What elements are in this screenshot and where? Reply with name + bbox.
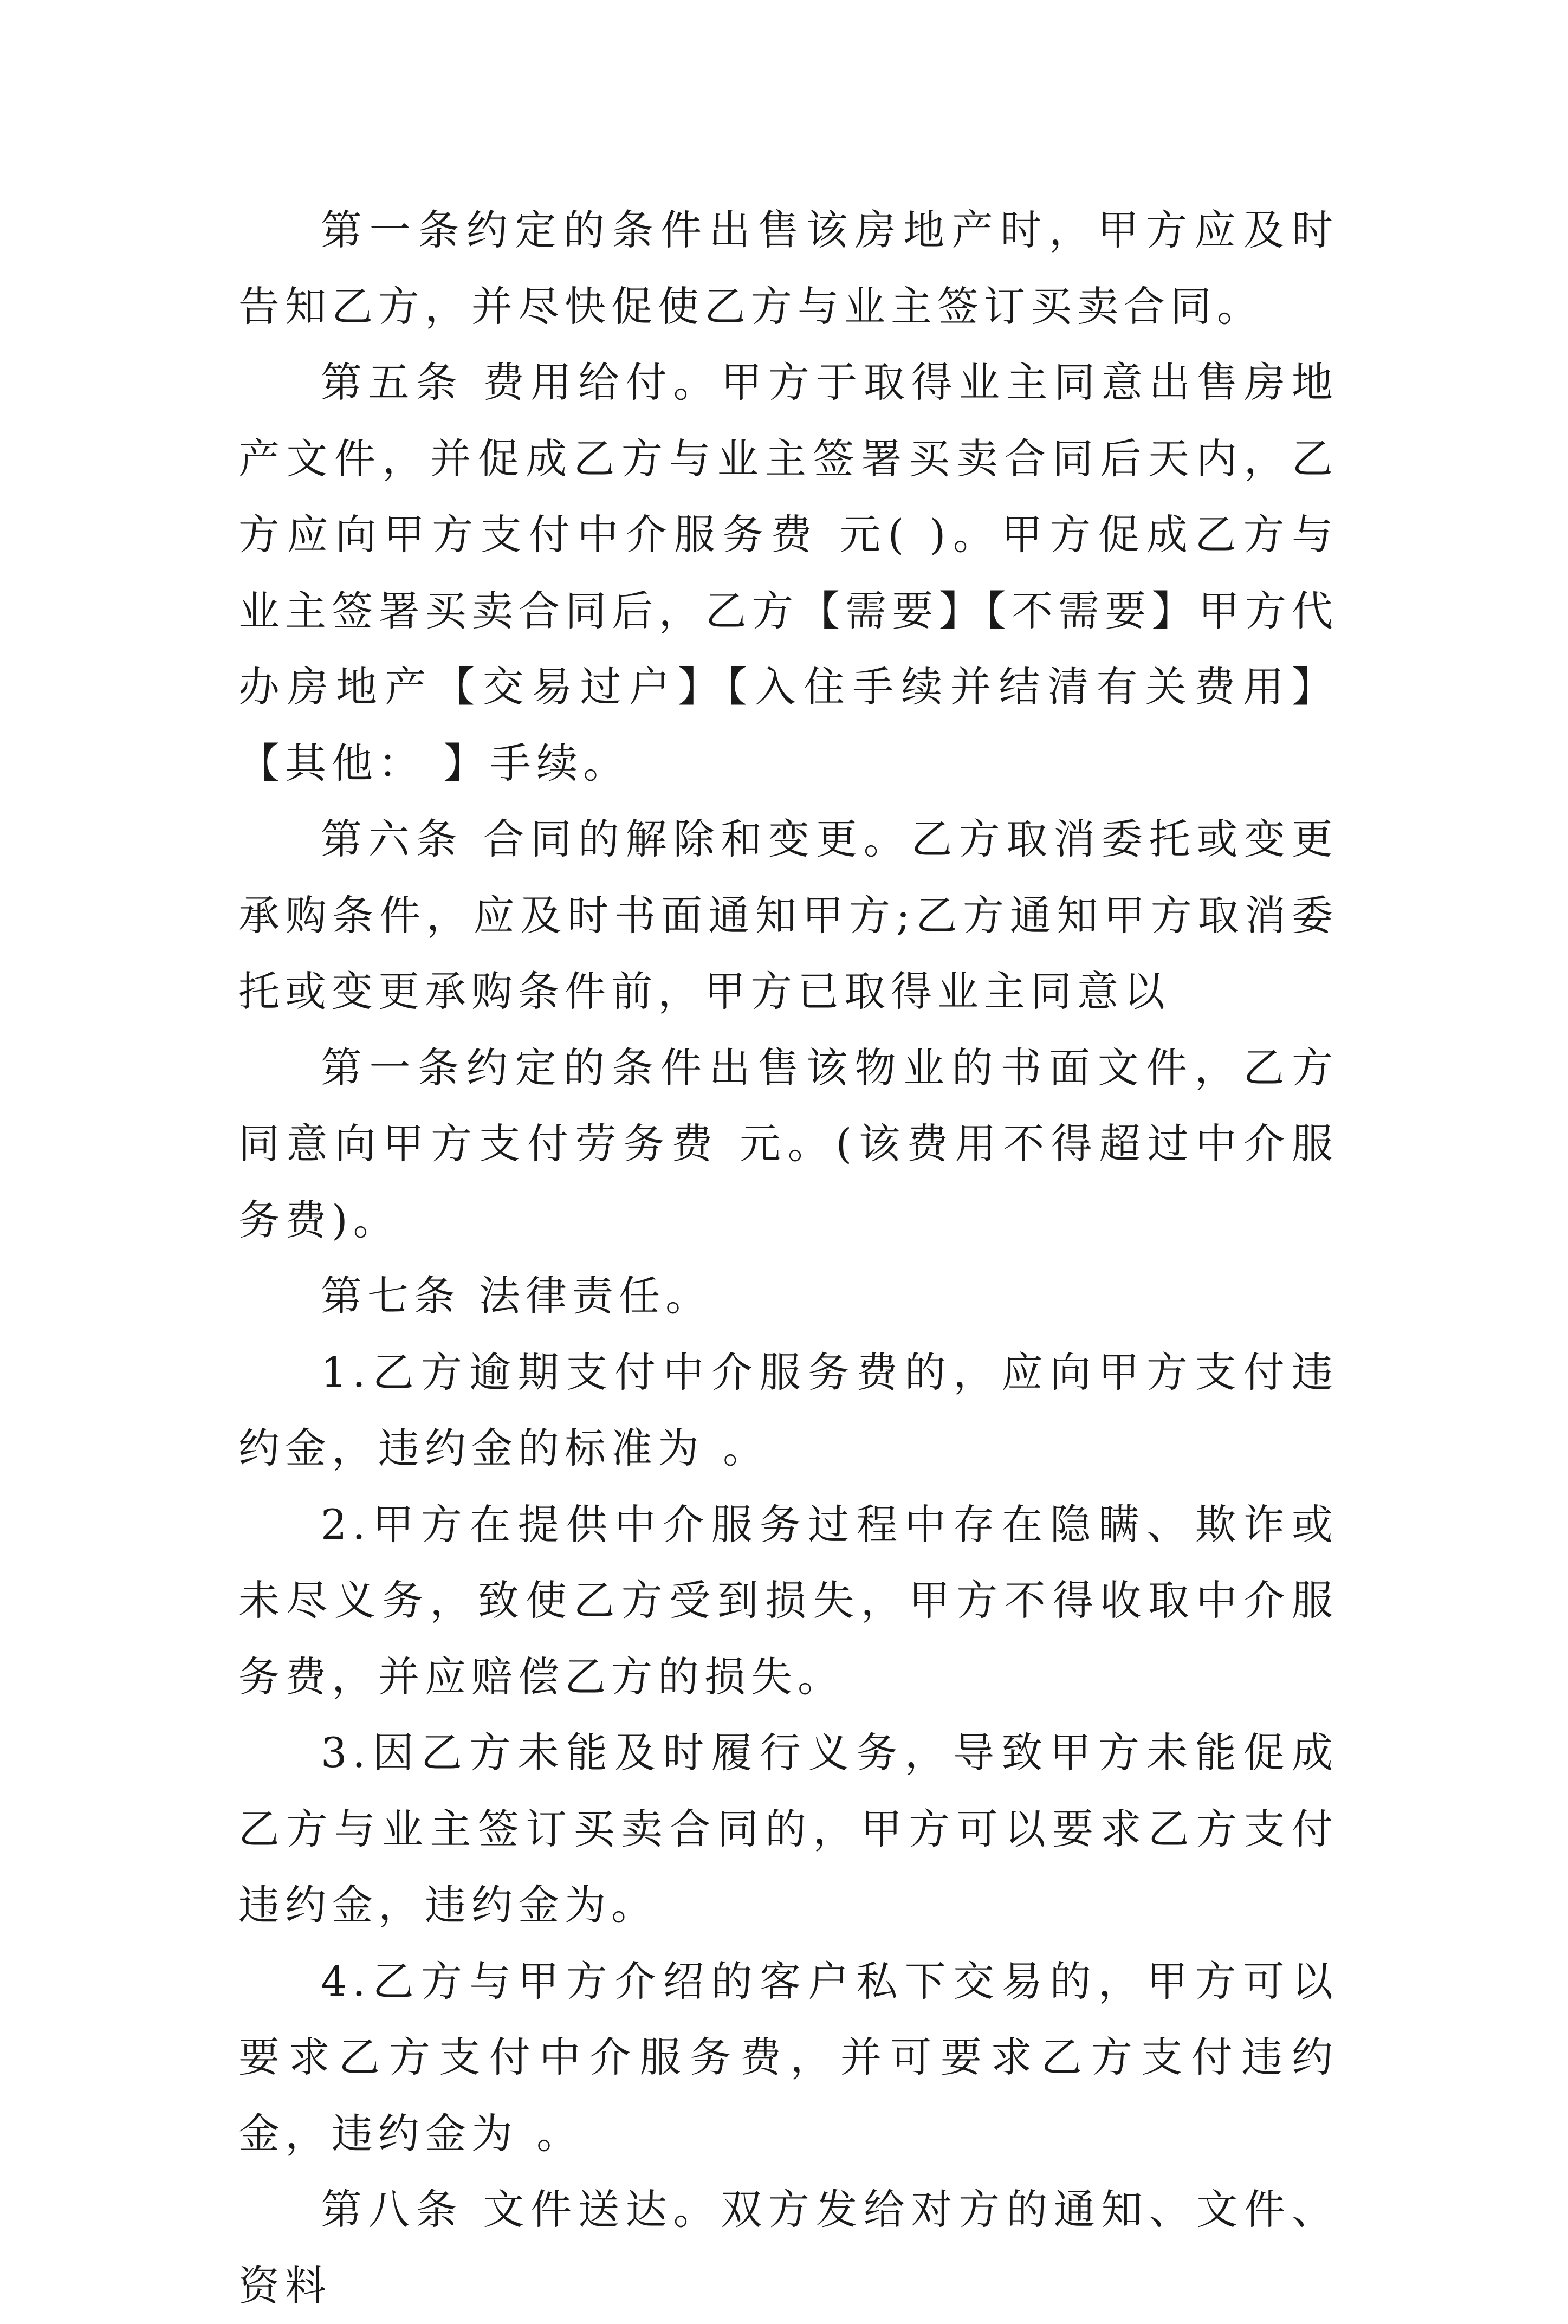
paragraph-article-7-item-1: 1.乙方逾期支付中介服务费的，应向甲方支付违约金，违约金的标准为 。	[238, 1348, 1338, 1472]
paragraph-article-7-item-2: 2.甲方在提供中介服务过程中存在隐瞒、欺诈或未尽义务，致使乙方受到损失，甲方不得收取中介服务费，并应赔偿乙方的损失。	[238, 1500, 1338, 1701]
paragraph-article-8-delivery: 第八条 文件送达。双方发给对方的通知、文件、资料	[238, 2185, 1338, 2310]
paragraph-article-1-continued: 第一条约定的条件出售该房地产时，甲方应及时告知乙方，并尽快促使乙方与业主签订买卖合同。	[238, 206, 1338, 331]
paragraph-article-6-termination: 第六条 合同的解除和变更。乙方取消委托或变更承购条件，应及时书面通知甲方;乙方通知甲方取消委托或变更承购条件前，甲方已取得业主同意以	[238, 815, 1338, 1015]
document-body	[238, 192, 1338, 2324]
paragraph-article-5-fees: 第五条 费用给付。甲方于取得业主同意出售房地产文件，并促成乙方与业主签署买卖合同后天内，乙方应向甲方支付中介服务费 元( )。甲方促成乙方与业主签署买卖合同后，乙方【需要】【不需要】甲方代办房地产【交易过户】【入住手续并结清有关费用】【其他： 】手续。	[238, 358, 1338, 787]
paragraph-article-7-item-4: 4.乙方与甲方介绍的客户私下交易的，甲方可以要求乙方支付中介服务费，并可要求乙方支付违约金，违约金为 。	[238, 1957, 1338, 2158]
paragraph-article-7-heading: 第七条 法律责任。	[321, 1272, 712, 1320]
paragraph-article-7-item-3: 3.因乙方未能及时履行义务，导致甲方未能促成乙方与业主签订买卖合同的，甲方可以要求乙方支付违约金，违约金为。	[238, 1729, 1338, 1929]
paragraph-article-1-labor-fee: 第一条约定的条件出售该物业的书面文件，乙方同意向甲方支付劳务费 元。(该费用不得超过中介服务费)。	[238, 1043, 1338, 1244]
